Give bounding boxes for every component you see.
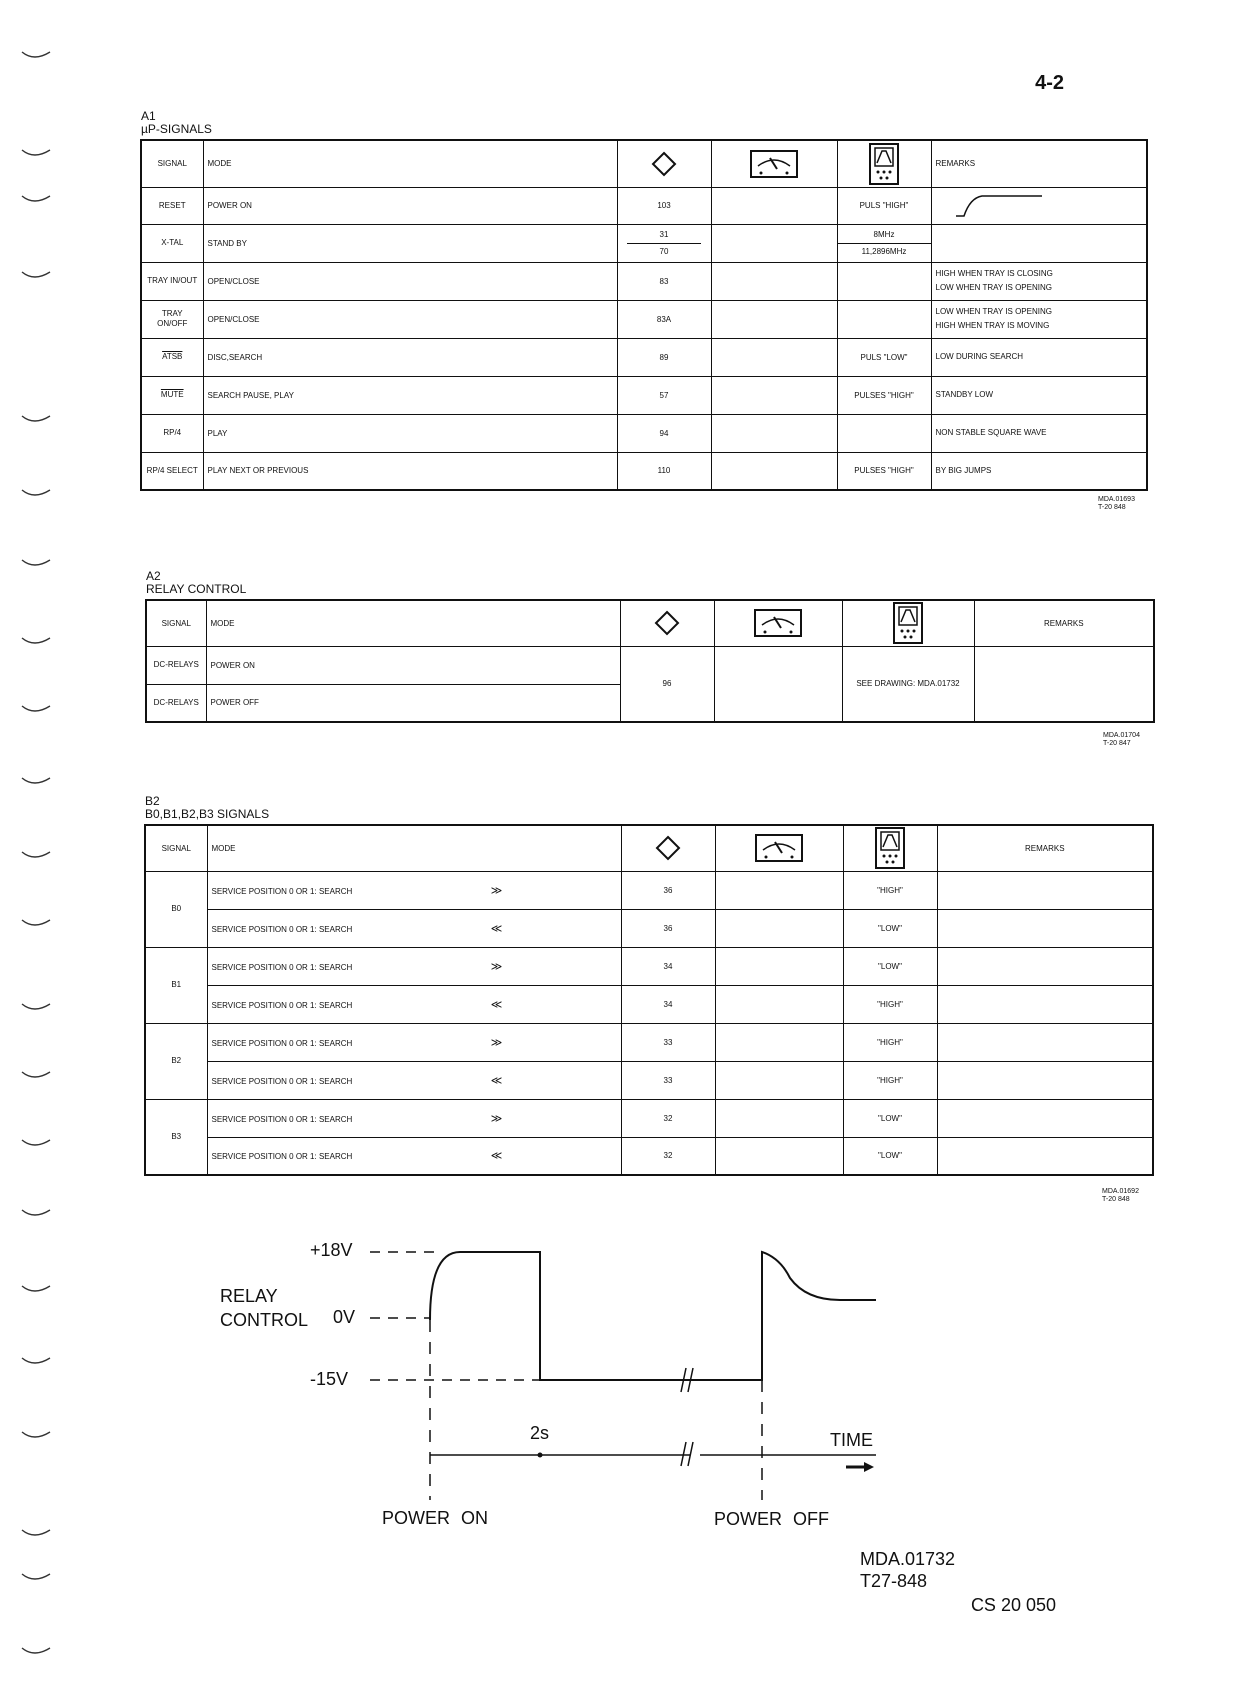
pin-value-2: 70 (659, 246, 669, 256)
remarks-header: REMARKS (937, 825, 1153, 871)
meter-cell (711, 187, 837, 224)
rising-edge-icon (954, 192, 1044, 218)
scope-cell (837, 300, 931, 338)
fast-rewind-icon: ≪ (490, 1150, 503, 1163)
table-row (145, 909, 1153, 947)
scope-cell: PULSES "HIGH" (837, 452, 931, 490)
signal-cell: RESET (141, 187, 203, 224)
time-label: TIME (830, 1430, 873, 1450)
b2-ref-code-2: T-20 848 (1102, 1196, 1130, 1203)
meter-cell (711, 338, 837, 376)
table-row (145, 1023, 1153, 1061)
b2-section-header (145, 795, 269, 821)
signal-cell: RP/4 (141, 414, 203, 452)
scope-cell: "HIGH" (843, 1061, 937, 1099)
b2-reference (1102, 1188, 1139, 1204)
scope-cell: "LOW" (843, 947, 937, 985)
remarks-cell (931, 187, 1147, 224)
diagram-reference (860, 1548, 955, 1592)
pin-cell: 110 (617, 452, 711, 490)
remarks-cell (931, 224, 1147, 262)
oscilloscope-icon (843, 825, 937, 871)
a2-header-row (146, 600, 1154, 646)
binder-margin-marks (0, 0, 60, 1688)
mode-header: MODE (203, 140, 617, 187)
meter-cell (715, 1023, 843, 1061)
scope-cell: SEE DRAWING: MDA.01732 (842, 646, 974, 722)
meter-cell (715, 1137, 843, 1175)
signal-cell: TRAY IN/OUT (141, 262, 203, 300)
voltage-high-label: +18V (310, 1240, 353, 1260)
pin-cell: 36 (621, 909, 715, 947)
fast-forward-icon: ≫ (490, 1112, 503, 1125)
table-row (141, 300, 1147, 338)
fast-rewind-icon: ≪ (490, 1074, 503, 1087)
mode-cell (207, 871, 621, 909)
meter-cell (715, 985, 843, 1023)
two-second-point (538, 1453, 543, 1458)
mode-cell: POWER ON (206, 646, 620, 684)
b2-header-row (145, 825, 1153, 871)
table-row (145, 985, 1153, 1023)
table-row (145, 871, 1153, 909)
pin-cell: 103 (617, 187, 711, 224)
mode-cell: SEARCH PAUSE, PLAY (203, 376, 617, 414)
pin-cell: 83 (617, 262, 711, 300)
scope-cell (837, 414, 931, 452)
remarks-cell: LOW DURING SEARCH (931, 338, 1147, 376)
oscilloscope-icon (842, 600, 974, 646)
power-on-label: POWER ON (382, 1508, 489, 1528)
meter-icon (715, 825, 843, 871)
signal-header: SIGNAL (145, 825, 207, 871)
meter-icon (711, 140, 837, 187)
pin-cell: 57 (617, 376, 711, 414)
signal-header: SIGNAL (146, 600, 206, 646)
signal-header: SIGNAL (141, 140, 203, 187)
remarks-cell (974, 646, 1154, 722)
table-row (145, 947, 1153, 985)
meter-cell (715, 909, 843, 947)
time-arrowhead-icon (864, 1462, 874, 1472)
fast-rewind-icon: ≪ (490, 998, 503, 1011)
remarks-cell: STANDBY LOW (931, 376, 1147, 414)
diagram-ref-code: MDA.01732 (860, 1549, 956, 1569)
scope-cell: "LOW" (843, 909, 937, 947)
mode-cell: POWER ON (203, 187, 617, 224)
scope-cell: PULSES "HIGH" (837, 376, 931, 414)
a2-id: A2 (146, 569, 161, 583)
mode-cell: STAND BY (203, 224, 617, 262)
pin-cell: 33 (621, 1061, 715, 1099)
oscilloscope-icon (837, 140, 931, 187)
remarks-line-2: LOW WHEN TRAY IS OPENING (935, 283, 1052, 292)
scope-cell: "LOW" (843, 1137, 937, 1175)
voltage-low-label: -15V (310, 1369, 349, 1389)
pin-cell: 89 (617, 338, 711, 376)
mode-text: SERVICE POSITION 0 OR 1: SEARCH (211, 1076, 353, 1086)
power-off-label: POWER OFF (714, 1509, 829, 1529)
mode-text: SERVICE POSITION 0 OR 1: SEARCH (211, 1038, 353, 1048)
a1-signal-table (140, 139, 1148, 491)
b2-title: B0,B1,B2,B3 SIGNALS (145, 807, 270, 821)
remarks-line-2: HIGH WHEN TRAY IS MOVING (935, 321, 1050, 330)
b2-id: B2 (145, 794, 160, 808)
meter-icon (714, 600, 842, 646)
pin-cell: 34 (621, 985, 715, 1023)
signal-value: MUTE (160, 390, 184, 399)
scope-cell: "HIGH" (843, 871, 937, 909)
table-row (145, 1061, 1153, 1099)
table-row (145, 1137, 1153, 1175)
scope-cell (837, 262, 931, 300)
mode-text: SERVICE POSITION 0 OR 1: SEARCH (211, 886, 353, 896)
relay-label-line-1: RELAY (220, 1286, 278, 1306)
remarks-cell (937, 1137, 1153, 1175)
mode-text: SERVICE POSITION 0 OR 1: SEARCH (211, 1114, 353, 1124)
pin-cell: 32 (621, 1099, 715, 1137)
a2-section-header (146, 570, 246, 596)
meter-cell (711, 262, 837, 300)
pin-cell: 36 (621, 871, 715, 909)
a2-ref-code-2: T-20 847 (1103, 740, 1131, 747)
scope-cell (837, 224, 931, 262)
b2-signals-table (144, 824, 1154, 1176)
b2-ref-code: MDA.01692 (1102, 1188, 1139, 1195)
fast-forward-icon: ≫ (490, 960, 503, 973)
diamond-icon (621, 825, 715, 871)
remarks-cell (937, 1061, 1153, 1099)
a2-ref-code: MDA.01704 (1103, 732, 1140, 739)
break-mark-icon (681, 1368, 693, 1466)
document-code: CS 20 050 (970, 1595, 1056, 1615)
remarks-cell (937, 871, 1153, 909)
a2-relay-table (145, 599, 1155, 723)
mode-cell: OPEN/CLOSE (203, 300, 617, 338)
signal-cell: B1 (145, 947, 207, 1023)
mode-cell (207, 1023, 621, 1061)
mode-cell (207, 985, 621, 1023)
signal-cell: B3 (145, 1099, 207, 1175)
mode-header: MODE (207, 825, 621, 871)
mode-text: SERVICE POSITION 0 OR 1: SEARCH (211, 962, 353, 972)
remarks-line-1: LOW WHEN TRAY IS OPENING (935, 307, 1052, 316)
a1-ref-code: MDA.01693 (1098, 496, 1135, 503)
meter-cell (711, 452, 837, 490)
remarks-cell: NON STABLE SQUARE WAVE (931, 414, 1147, 452)
meter-cell (715, 1061, 843, 1099)
pin-cell (617, 224, 711, 262)
remarks-cell: BY BIG JUMPS (931, 452, 1147, 490)
table-row (141, 414, 1147, 452)
pin-cell: 32 (621, 1137, 715, 1175)
mode-cell: OPEN/CLOSE (203, 262, 617, 300)
meter-cell (715, 947, 843, 985)
pin-cell: 83A (617, 300, 711, 338)
table-row (141, 452, 1147, 490)
a1-reference (1098, 496, 1135, 512)
scope-value-2: 11,2896MHz (861, 246, 907, 256)
signal-cell: RP/4 SELECT (141, 452, 203, 490)
meter-cell (711, 414, 837, 452)
meter-cell (715, 871, 843, 909)
mode-cell: PLAY (203, 414, 617, 452)
remarks-cell (931, 300, 1147, 338)
duration-label: 2s (530, 1423, 550, 1443)
remarks-line-1: HIGH WHEN TRAY IS CLOSING (935, 269, 1053, 278)
scope-cell: PULS "LOW" (837, 338, 931, 376)
remarks-cell (937, 985, 1153, 1023)
pin-cell: 96 (620, 646, 714, 722)
scope-cell: "HIGH" (843, 985, 937, 1023)
mode-cell (207, 1099, 621, 1137)
signal-cell: B0 (145, 871, 207, 947)
mode-text: SERVICE POSITION 0 OR 1: SEARCH (211, 924, 353, 934)
remarks-cell (937, 1023, 1153, 1061)
mode-cell (207, 1137, 621, 1175)
remarks-cell (937, 947, 1153, 985)
table-row (146, 646, 1154, 684)
a1-header-row (141, 140, 1147, 187)
remarks-cell (931, 262, 1147, 300)
a1-section-header (141, 110, 212, 136)
a1-id: A1 (141, 109, 156, 123)
mode-text: SERVICE POSITION 0 OR 1: SEARCH (211, 1152, 353, 1162)
fast-forward-icon: ≫ (490, 884, 503, 897)
meter-cell (711, 224, 837, 262)
mode-cell (207, 1061, 621, 1099)
table-row (145, 1099, 1153, 1137)
remarks-cell (937, 1099, 1153, 1137)
pin-cell: 94 (617, 414, 711, 452)
scope-cell: "LOW" (843, 1099, 937, 1137)
meter-cell (711, 300, 837, 338)
pin-cell: 33 (621, 1023, 715, 1061)
signal-cell: X-TAL (141, 224, 203, 262)
voltage-zero-label: 0V (333, 1307, 356, 1327)
table-row (141, 338, 1147, 376)
table-row (141, 376, 1147, 414)
mode-text: SERVICE POSITION 0 OR 1: SEARCH (211, 1000, 353, 1010)
signal-cell: DC-RELAYS (146, 646, 206, 684)
signal-cell: B2 (145, 1023, 207, 1099)
relay-label-line-2: CONTROL (220, 1310, 309, 1330)
meter-cell (711, 376, 837, 414)
signal-cell: DC-RELAYS (146, 684, 206, 722)
diamond-icon (620, 600, 714, 646)
a2-reference (1103, 732, 1140, 748)
signal-cell (141, 376, 203, 414)
signal-cell (141, 338, 203, 376)
meter-cell (715, 1099, 843, 1137)
table-row (141, 224, 1147, 262)
pin-value-1: 31 (627, 227, 701, 244)
scope-cell: "HIGH" (843, 1023, 937, 1061)
scope-cell: PULS "HIGH" (837, 187, 931, 224)
table-row (141, 262, 1147, 300)
a1-title: µP-SIGNALS (141, 122, 212, 136)
pin-cell: 34 (621, 947, 715, 985)
meter-cell (714, 646, 842, 722)
mode-cell: DISC,SEARCH (203, 338, 617, 376)
mode-cell: PLAY NEXT OR PREVIOUS (203, 452, 617, 490)
scope-value-1: 8MHz (838, 227, 931, 244)
signal-cell: TRAY ON/OFF (141, 300, 203, 338)
page-number: 4-2 (1035, 72, 1064, 94)
mode-cell (207, 909, 621, 947)
table-row (141, 187, 1147, 224)
diagram-ref-code-2: T27-848 (860, 1571, 928, 1591)
mode-cell: POWER OFF (206, 684, 620, 722)
a1-ref-code-2: T-20 848 (1098, 504, 1126, 511)
remarks-header: REMARKS (974, 600, 1154, 646)
fast-rewind-icon: ≪ (490, 922, 503, 935)
fast-forward-icon: ≫ (490, 1036, 503, 1049)
signal-value: ATSB (162, 352, 183, 361)
mode-cell (207, 947, 621, 985)
remarks-header: REMARKS (931, 140, 1147, 187)
relay-waveform (430, 1252, 876, 1380)
mode-header: MODE (206, 600, 620, 646)
diamond-icon (617, 140, 711, 187)
relay-control-label (220, 1284, 308, 1332)
a2-title: RELAY CONTROL (146, 582, 247, 596)
remarks-cell (937, 909, 1153, 947)
